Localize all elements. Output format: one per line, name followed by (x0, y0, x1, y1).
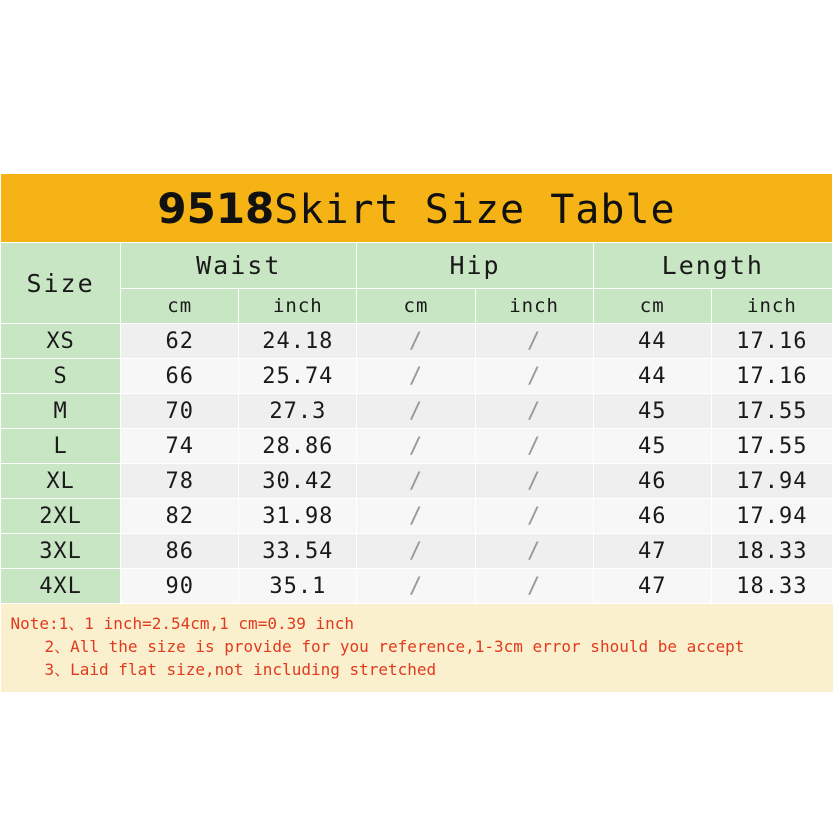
cell-size: 4XL (1, 569, 121, 604)
cell-length-inch: 17.16 (711, 324, 832, 359)
header-waist-cm: cm (121, 289, 239, 324)
header-waist-inch: inch (239, 289, 357, 324)
table-row (1, 394, 833, 429)
unit-header-row (1, 289, 833, 324)
cell-length-cm: 45 (593, 429, 711, 464)
cell-length-inch: 17.94 (711, 499, 832, 534)
cell-length-cm: 46 (593, 499, 711, 534)
cell-waist-inch: 35.1 (239, 569, 357, 604)
cell-hip-cm: / (357, 324, 475, 359)
cell-hip-cm: / (357, 429, 475, 464)
cell-hip-inch: / (475, 464, 593, 499)
cell-size: S (1, 359, 121, 394)
cell-size: M (1, 394, 121, 429)
note-line-1: Note:1、1 inch=2.54cm,1 cm=0.39 inch (10, 614, 355, 633)
table-title-cell (1, 174, 833, 243)
cell-length-inch: 17.16 (711, 359, 832, 394)
cell-length-cm: 47 (593, 534, 711, 569)
cell-length-cm: 45 (593, 394, 711, 429)
table-title-row (1, 174, 833, 243)
cell-size: 3XL (1, 534, 121, 569)
cell-waist-cm: 70 (121, 394, 239, 429)
cell-waist-inch: 24.18 (239, 324, 357, 359)
notes-row (1, 604, 833, 692)
cell-hip-inch: / (475, 569, 593, 604)
cell-hip-inch: / (475, 394, 593, 429)
cell-hip-cm: / (357, 359, 475, 394)
title-product-code: 9518 (157, 183, 275, 233)
title-text-label: Skirt Size Table (274, 186, 676, 233)
cell-hip-cm: / (357, 464, 475, 499)
cell-hip-cm: / (357, 394, 475, 429)
table-row (1, 324, 833, 359)
table-row (1, 499, 833, 534)
cell-waist-cm: 62 (121, 324, 239, 359)
group-header-row (1, 243, 833, 289)
cell-length-cm: 44 (593, 324, 711, 359)
cell-hip-cm: / (357, 499, 475, 534)
table-row (1, 359, 833, 394)
cell-hip-cm: / (357, 569, 475, 604)
header-hip-inch: inch (475, 289, 593, 324)
cell-length-inch: 17.55 (711, 394, 832, 429)
table-title (157, 183, 676, 233)
cell-hip-inch: / (475, 534, 593, 569)
header-hip-cm: cm (357, 289, 475, 324)
header-size: Size (1, 243, 121, 324)
cell-waist-inch: 33.54 (239, 534, 357, 569)
cell-hip-inch: / (475, 429, 593, 464)
note-line-3: 3、Laid flat size,not including stretched (44, 660, 437, 680)
table-row (1, 429, 833, 464)
notes-cell (1, 604, 833, 692)
header-length-cm: cm (593, 289, 711, 324)
cell-waist-cm: 86 (121, 534, 239, 569)
header-length: Length (593, 243, 832, 289)
cell-waist-inch: 28.86 (239, 429, 357, 464)
cell-length-inch: 17.55 (711, 429, 832, 464)
cell-length-cm: 44 (593, 359, 711, 394)
cell-hip-inch: / (475, 499, 593, 534)
cell-length-inch: 18.33 (711, 569, 832, 604)
cell-hip-inch: / (475, 359, 593, 394)
cell-size: XS (1, 324, 121, 359)
cell-waist-inch: 31.98 (239, 499, 357, 534)
header-waist: Waist (121, 243, 357, 289)
size-table (0, 173, 833, 692)
note-line-2: 2、All the size is provide for you reference,1-3cm error should be accept (44, 637, 745, 657)
cell-length-inch: 18.33 (711, 534, 832, 569)
cell-length-cm: 47 (593, 569, 711, 604)
cell-size: 2XL (1, 499, 121, 534)
table-row (1, 534, 833, 569)
size-table-container (0, 173, 833, 692)
cell-size: L (1, 429, 121, 464)
cell-waist-cm: 78 (121, 464, 239, 499)
header-hip: Hip (357, 243, 593, 289)
cell-hip-inch: / (475, 324, 593, 359)
cell-length-cm: 46 (593, 464, 711, 499)
cell-waist-inch: 30.42 (239, 464, 357, 499)
cell-waist-cm: 82 (121, 499, 239, 534)
cell-waist-inch: 25.74 (239, 359, 357, 394)
header-length-inch: inch (711, 289, 832, 324)
cell-waist-cm: 74 (121, 429, 239, 464)
table-row (1, 569, 833, 604)
cell-waist-cm: 90 (121, 569, 239, 604)
cell-waist-inch: 27.3 (239, 394, 357, 429)
cell-length-inch: 17.94 (711, 464, 832, 499)
cell-size: XL (1, 464, 121, 499)
cell-waist-cm: 66 (121, 359, 239, 394)
table-row (1, 464, 833, 499)
cell-hip-cm: / (357, 534, 475, 569)
